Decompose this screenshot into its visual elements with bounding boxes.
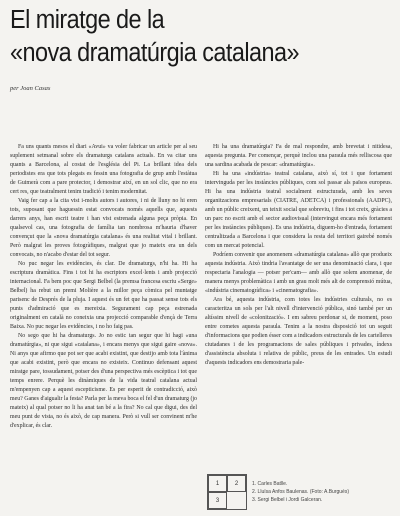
- paragraph: Vaig fer cap a la cita vist i-molts autors i autores, i ni de lluny no hi eren tots, suposant que haguessin estat convocats només aquells que, aquests darrers anys, han escrit teatre i han vist estrenada alguna peça pròpia. En qualsevol cas, una fotografia de família tan nombrosa m'hauria d'haver convençut que la «nova dramatúrgia catalana» és una realitat vital i brillant. Però malgrat les proves fotogràfiques, malgrat que jo mateix era un dels convocats, no n'acabo d'estar del tot segur.: [10, 198, 197, 259]
- paragraph: Hi ha una dramatúrgia? Fa de mal respondre, amb brevetat i nitidesa, aquesta pregunta. Per començar, perquè inclou una paraula més relliscosa que una sardina acabada de pescar: «dramatúrgia».: [205, 144, 392, 169]
- right-column: [205, 143, 392, 368]
- article-title: [10, 4, 364, 70]
- paragraph: No sego que hi ha dramaturgs. Jo no estic tan segur que hi hagi «una dramatúrgia», ni que sigui «catalana», i encara menys que sigui gaire «nova». Ni anys que afirmo que pot ser que acabi existint, que destijo amb tota l'ànima que acabi existint, però que encara no existeix. Continuo defensant aquest miratge pare, tossudament, potser des d'una perspectiva més escèptica i tot que temps enrere. Perquè les dinàmiques de la vida teatral catalana actual m'empenyen cap a aquest escepticisme. Es per esperit de contradicció, això meu? Ganes d'aigualir la festa? Parla per la meva boca el fel d'un dramaturg (jo mateix) al qual potser no li ha anat tan bé a la fira? No cal que digui, des del meu punt de vista, no és això, de cap manera. Però si vull ser convinent m'he d'explicar, és clar.: [10, 333, 197, 430]
- title-line-1: El miratge de la: [10, 6, 165, 34]
- grid-cell-2: 2: [227, 475, 246, 492]
- photo-caption: [207, 474, 397, 508]
- left-column: [10, 143, 197, 432]
- paragraph: Fa uns quants mesos el diari «Avui» va voler fabricar un article per al seu suplement setmanal sobre els dramaturgs catalans actuals. En va citar uns quants a Barcelona, al costat de l'església del Pi. La brillant idea dels periodistes era que tots plegats es fessin una fotografia de grup amb l'estàtua de Guimerà com a pare protector, i demostrar així, en un sol clic, que no era cert res, que teatralment tenim tradició i tenim modernitat.: [10, 144, 197, 196]
- paragraph: Podríem convenir que anomenem «dramatúrgia catalana» allò que produeix aquesta indústria. Això tindria l'avantatge de ser una denominació clara, i que respectaria l'analogia — potser per'cam— amb allò que solem anomenar, de manera menys problemàtica i amb un grau molt més alt de comprensió mútua, «indústria cinematogràfica» i «cinematografia».: [205, 252, 392, 295]
- byline: per Joan Casas: [10, 85, 51, 92]
- caption-item: 1. Carles Batlle.: [252, 481, 288, 487]
- caption-item: 3. Sergi Belbel i Jordi Galceran.: [252, 497, 323, 503]
- caption-item: 2. Lluïsa Anfos Baulenas. (Foto: A.Burgués): [252, 489, 350, 495]
- paragraph: Hi ha una «indústria» teatral catalana, això sí, tot i que fortament intervinguda per les instàncies públiques, com sol passar als països europeus. Hi ha una indústria teatral socialment estructurada, amb les seves organitzacions empresarials (CIATRE, ADETCA) i professionals (AADPC), amb un públic creixent, un teixit social que sobreviu, i fins i tot creix, gràcies a un parc no escrit amb el sector audiovisual (intervingut encara més fortament per les instàncies públiques). Es una indústria, diguem-ho d'entrada, fortament centralitzada a Barcelona i que considera la resta del territori gairebé només com un mercat potencial.: [205, 171, 392, 250]
- grid-cell-3: 3: [208, 492, 227, 509]
- grid-cell-1: 1: [208, 475, 227, 492]
- photo-position-grid: [207, 474, 247, 510]
- caption-list: [252, 480, 349, 504]
- title-line-2: «nova dramatúrgia catalana»: [10, 39, 299, 67]
- paragraph: No puc negar les evidències, és clar. De dramaturgs, n'hi ha. Hi ha escriptura dramàtica. Fins i tot hi ha escriptors excel·lents i amb projecció internacional. Fa bem poc que Sergi Belbel (la premsa francesa escriu «Serge» Belbel) ha rebut un premi Molière a la millor peça còmica pel muntatge parisenc de Després de la pluja. I aquest és un fet que ha passat sense tots els punts d'admiració que es mereixia. Segurament cap peça estrenada originalment en català no coneixia una projecció comparable d'ençà de Terra Baixa. No puc negar les evidències, i no ho faig pas.: [10, 261, 197, 331]
- paragraph: Ara bé, aquesta indústria, com totes les indústries culturals, no es caracteritza un sols per l'alt nivell d'intervenció pública, sinó també per un altíssim nivell de «colonització». I em sabreu perdonar si, de moment, poso entre cometes aquesta paraula. Tenim a la nostra disposició tot un seguit d'informacions que podien ésser com a indicadors estructurals de les cartelleres ciutadanes i de les programacions de sales públiques i privades, índexs d'assistència absoluta i relativa de públic, preus de les entrades. Un estudi d'aquests indicadors ens demostraria pale-: [205, 297, 392, 367]
